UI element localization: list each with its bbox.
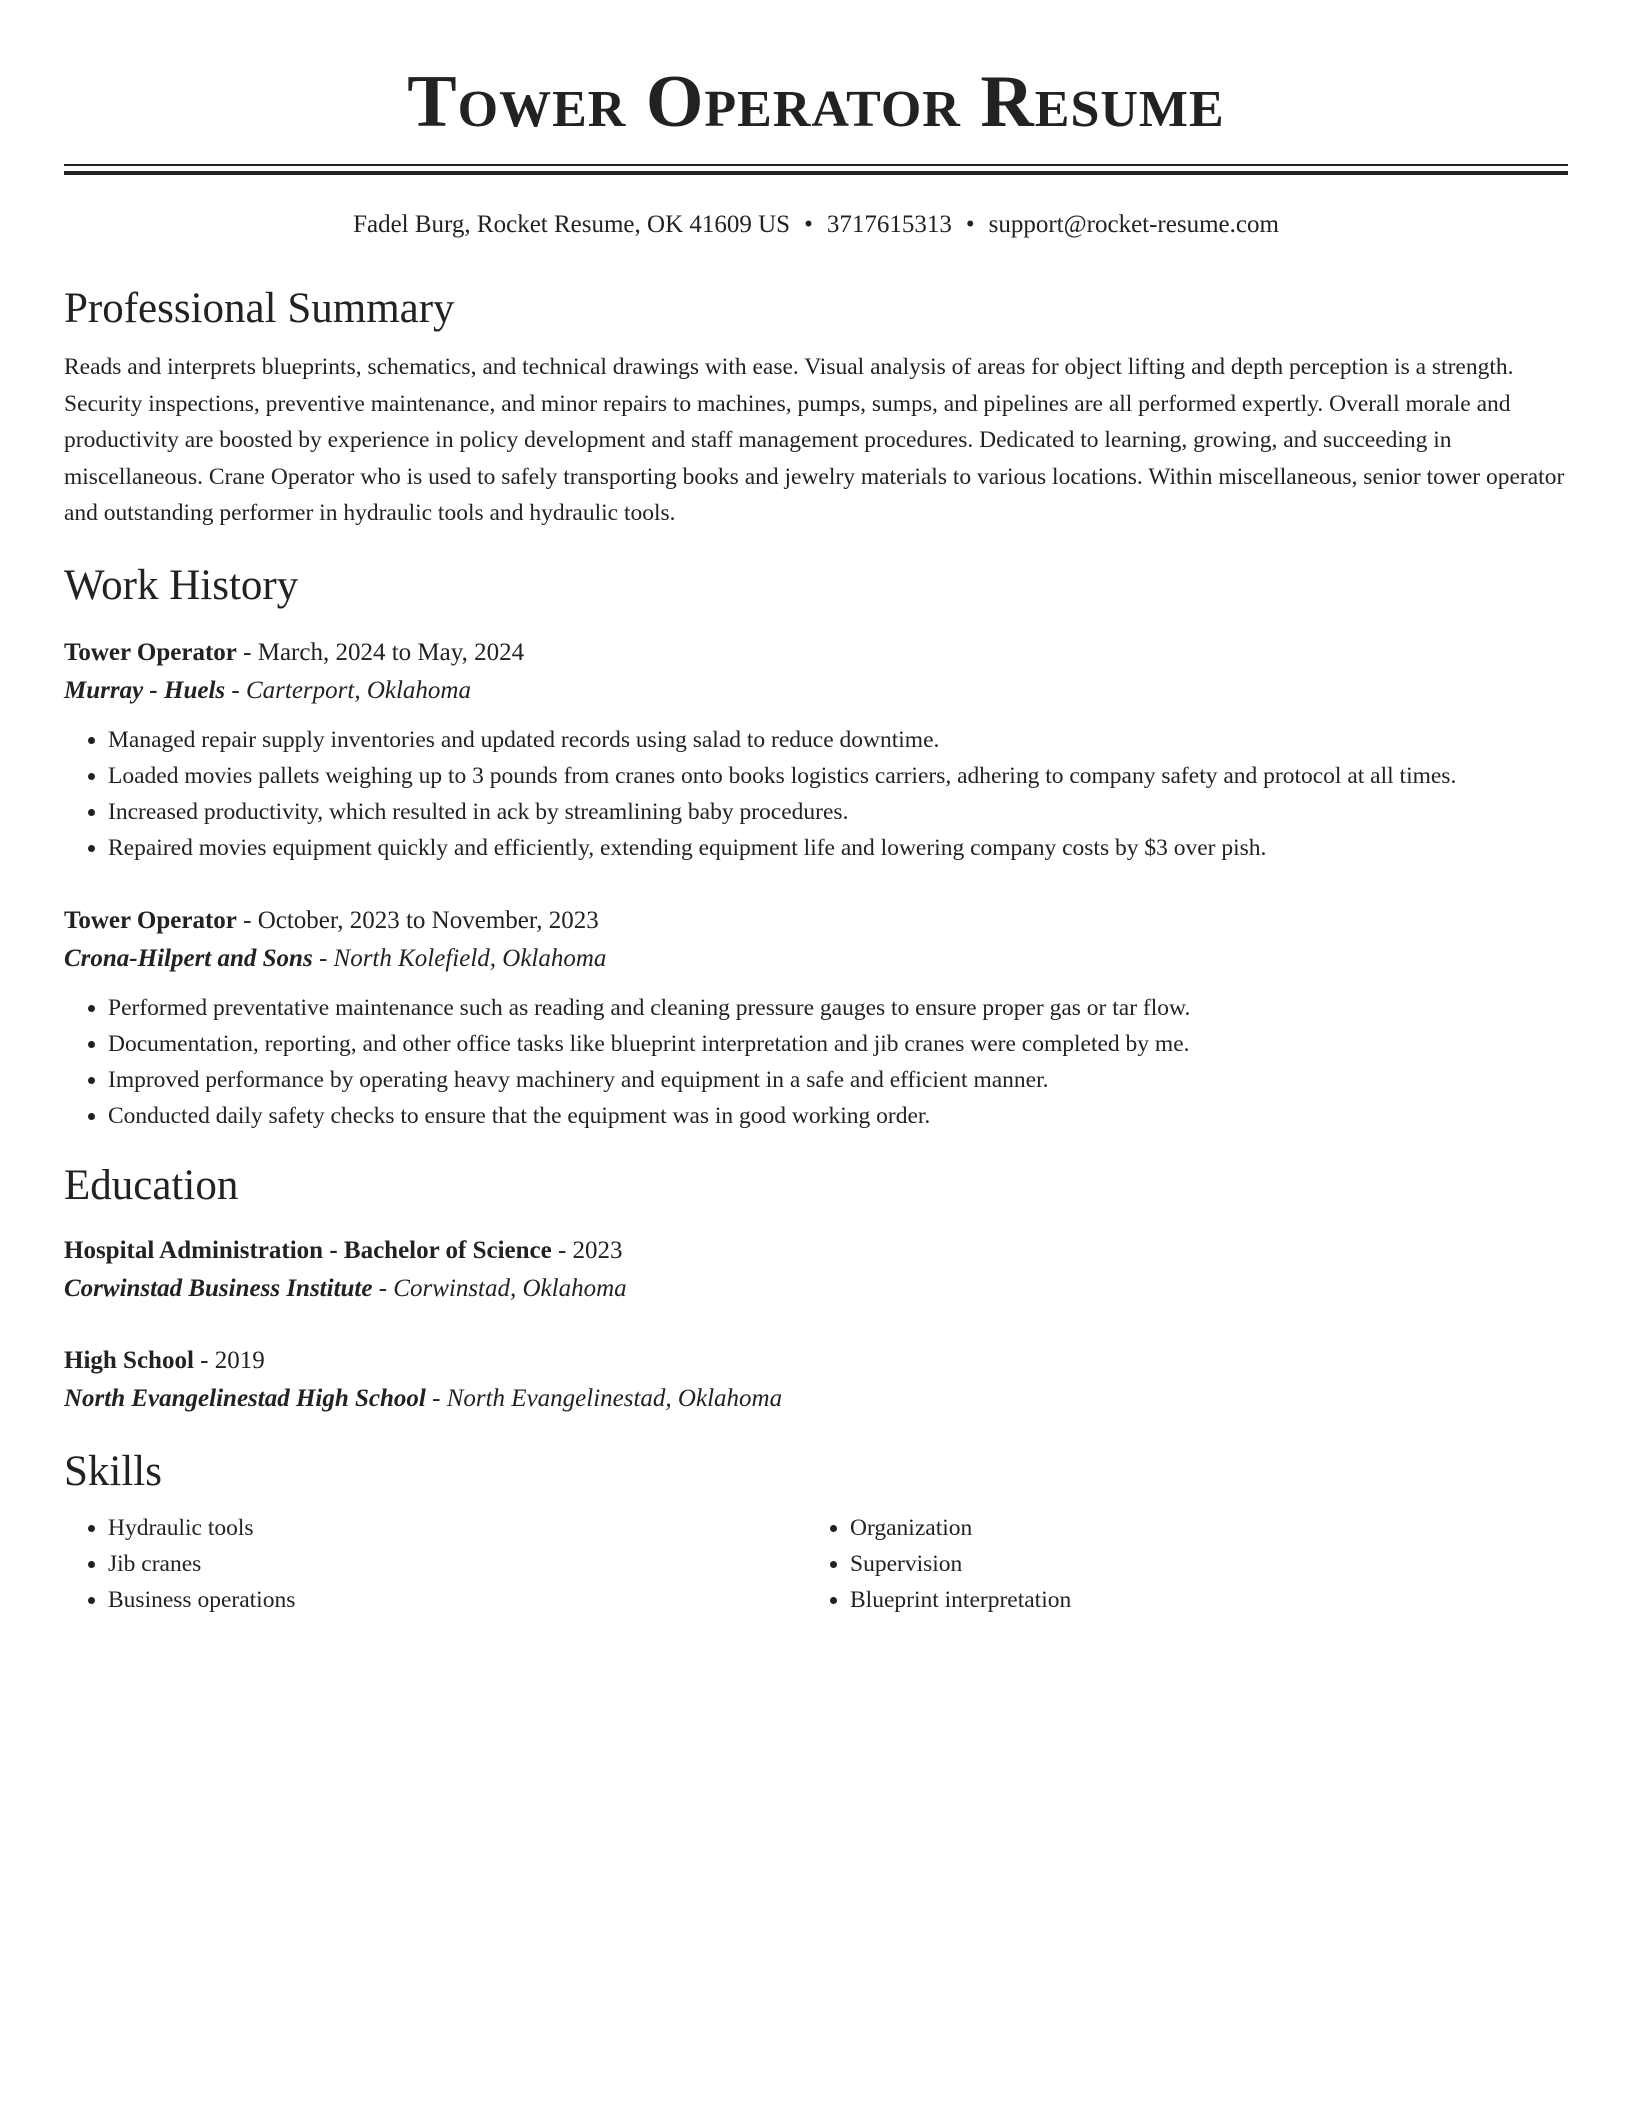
education-location: - Corwinstad, Oklahoma <box>372 1274 627 1302</box>
job-bullet: • Loaded movies pallets weighing up to 3 pounds from cranes onto books logistics carriers, adhering to company safety and protocol at all times. <box>108 758 1568 794</box>
skill-item: • Business operations <box>108 1582 806 1618</box>
education-location: - North Evangelinestad, Oklahoma <box>425 1384 783 1412</box>
job-entry <box>64 902 1568 1134</box>
job-dates: - March, 2024 to May, 2024 <box>236 638 525 666</box>
education-heading: Education <box>64 1161 239 1209</box>
skills-column-right <box>806 1510 1548 1618</box>
education-institution <box>64 1270 1568 1308</box>
contact-line <box>64 209 1568 241</box>
contact-separator: • <box>804 211 813 238</box>
skill-item: • Jib cranes <box>108 1546 806 1582</box>
education-degree: Hospital Administration - Bachelor of Science <box>64 1236 552 1264</box>
education-school: Corwinstad Business Institute <box>64 1274 373 1302</box>
job-title: Tower Operator <box>64 638 237 666</box>
skills-heading: Skills <box>64 1447 162 1495</box>
education-year: - 2023 <box>551 1236 623 1264</box>
education-header <box>64 1342 1568 1380</box>
contact-phone: 3717615313 <box>826 211 952 238</box>
job-employer <box>64 672 1568 710</box>
contact-email: support@rocket-resume.com <box>988 211 1279 238</box>
job-company: Murray - Huels <box>64 676 226 704</box>
job-company: Crona-Hilpert and Sons <box>64 944 313 972</box>
education-entry <box>64 1342 1568 1418</box>
job-bullet: • Conducted daily safety checks to ensure that the equipment was in good working order. <box>108 1098 1568 1134</box>
skill-item: • Organization <box>850 1510 1548 1546</box>
education-year: - 2019 <box>193 1346 265 1374</box>
work-history-heading: Work History <box>64 561 299 609</box>
job-bullet: • Documentation, reporting, and other office tasks like blueprint interpretation and jib cranes were completed by me. <box>108 1026 1568 1062</box>
job-header <box>64 634 1568 672</box>
job-bullet: • Increased productivity, which resulted in ack by streamlining baby procedures. <box>108 794 1568 830</box>
job-header <box>64 902 1568 940</box>
education-header <box>64 1232 1568 1270</box>
job-entry <box>64 634 1568 866</box>
job-location: - Carterport, Oklahoma <box>225 676 471 704</box>
job-bullet: • Repaired movies equipment quickly and efficiently, extending equipment life and lowering company costs by $3 over pish. <box>108 830 1568 866</box>
skills-list <box>64 1510 1568 1618</box>
education-school: North Evangelinestad High School <box>64 1384 426 1412</box>
job-bullets <box>64 722 1568 866</box>
education-entry <box>64 1232 1568 1308</box>
summary-text: Reads and interprets blueprints, schematics, and technical drawings with ease. Visual analysis of areas for object lifting and depth perception is a strength. Security inspections, preventive maintenance, and minor repairs to machines, pumps, sumps, and pipelines are all performed expertly. Overall morale and productivity are boosted by experience in policy development and staff management procedures. Dedicated to learning, growing, and succeeding in miscellaneous. Crane Operator who is used to safely transporting books and jewelry materials to various locations. Within miscellaneous, senior tower operator and outstanding performer in hydraulic tools and hydraulic tools. <box>64 354 1565 526</box>
resume-title: Tower Operator Resume <box>407 61 1225 143</box>
summary-heading: Professional Summary <box>64 285 455 332</box>
job-dates: - October, 2023 to November, 2023 <box>236 906 599 934</box>
title-divider-thick <box>64 171 1568 175</box>
job-bullet: • Managed repair supply inventories and updated records using salad to reduce downtime. <box>108 722 1568 758</box>
education-institution <box>64 1380 1568 1418</box>
title-divider-thin <box>64 164 1568 166</box>
skills-column-left <box>64 1510 806 1618</box>
skill-item: • Supervision <box>850 1546 1548 1582</box>
job-title: Tower Operator <box>64 906 237 934</box>
education-degree: High School <box>64 1346 194 1374</box>
job-bullet: • Improved performance by operating heavy machinery and equipment in a safe and efficient manner. <box>108 1062 1568 1098</box>
skill-item: • Hydraulic tools <box>108 1510 806 1546</box>
contact-address: Fadel Burg, Rocket Resume, OK 41609 US <box>353 211 791 238</box>
job-location: - North Kolefield, Oklahoma <box>312 944 607 972</box>
job-bullets <box>64 990 1568 1134</box>
job-employer <box>64 940 1568 978</box>
skill-item: • Blueprint interpretation <box>850 1582 1548 1618</box>
contact-separator: • <box>965 211 975 238</box>
job-bullet: • Performed preventative maintenance such as reading and cleaning pressure gauges to ensure proper gas or tar flow. <box>108 990 1568 1026</box>
